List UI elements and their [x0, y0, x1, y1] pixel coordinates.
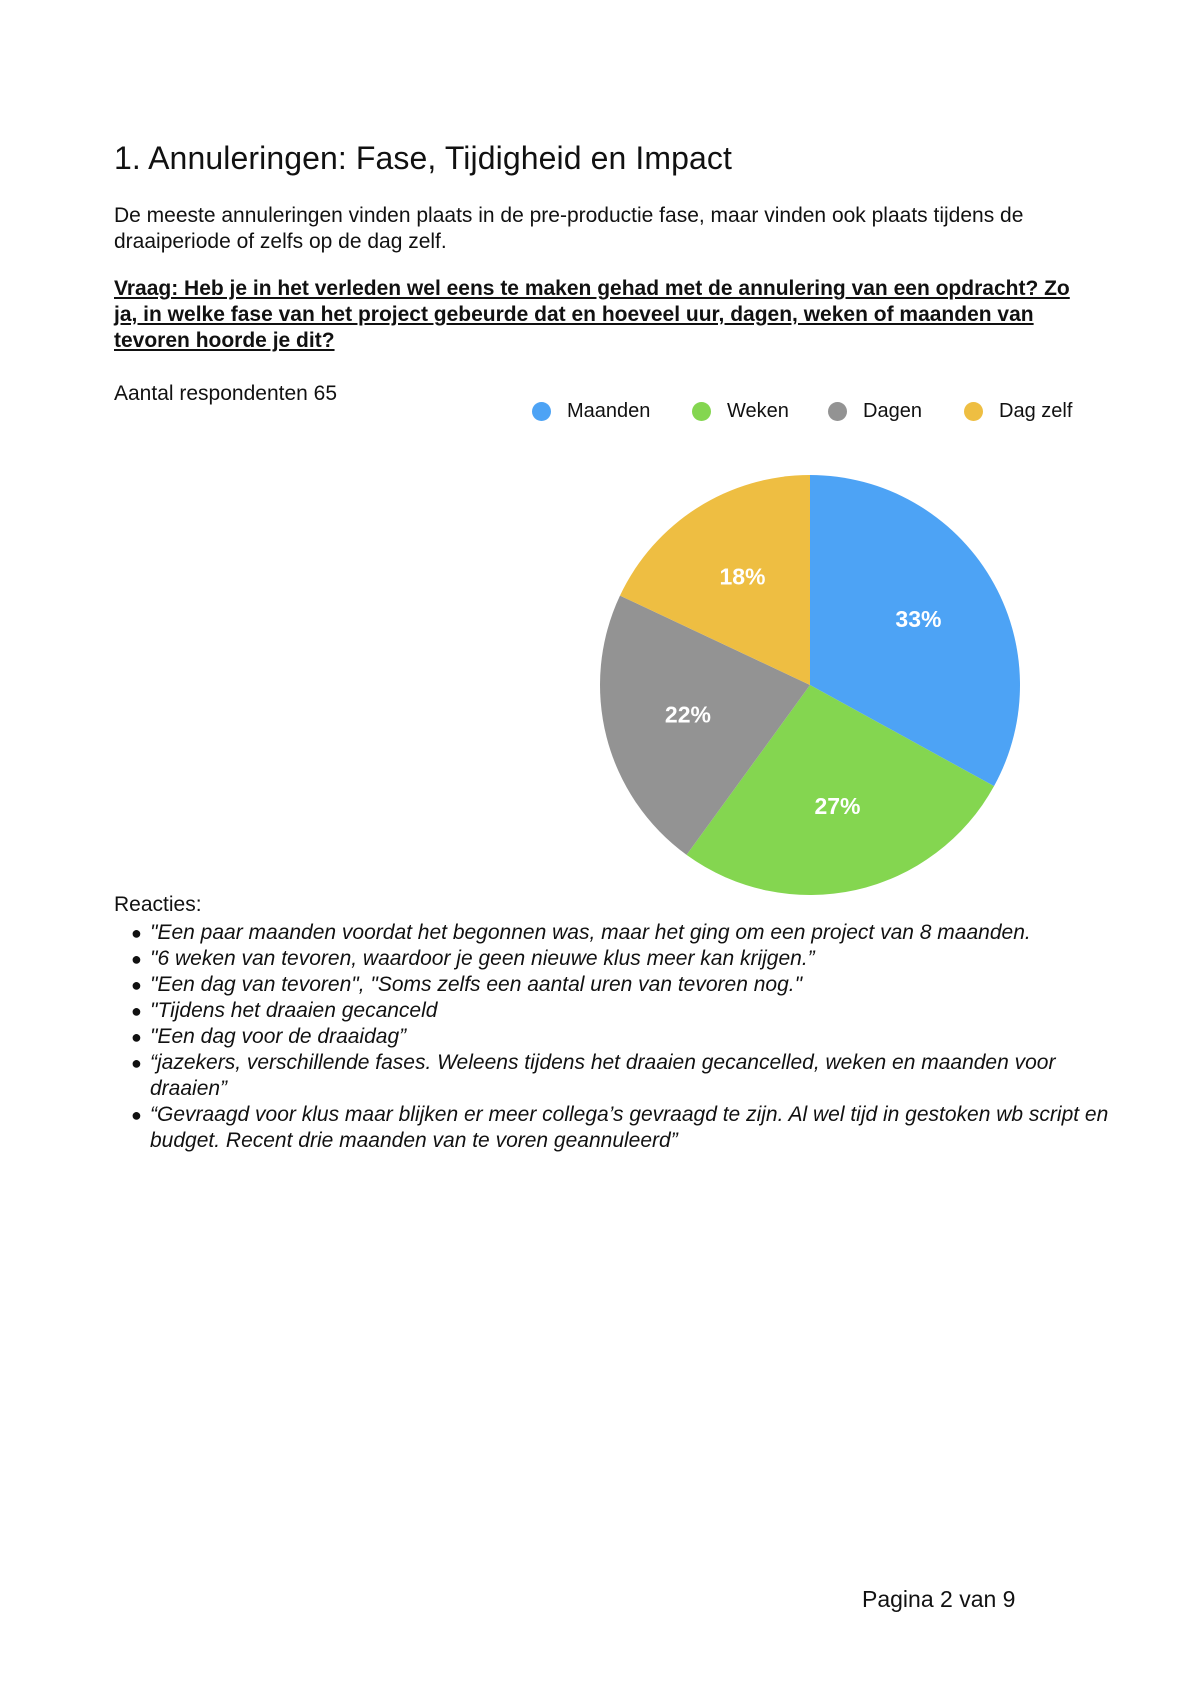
page-number: Pagina 2 van 9	[862, 1586, 1016, 1612]
legend-item-dagen	[828, 396, 922, 426]
legend-swatch-dag-zelf	[964, 402, 983, 421]
list-item	[114, 972, 1124, 998]
response-text: "Een dag van tevoren", "Soms zelfs een aantal uren van tevoren nog."	[150, 973, 803, 996]
response-text: “jazekers, verschillende fases. Weleens tijdens het draaien gecancelled, weken en maanden voor draaien”	[150, 1051, 1056, 1100]
pie-label-weken: 27%	[814, 793, 861, 820]
list-item	[114, 1024, 1124, 1050]
bullet-icon: ●	[131, 1001, 142, 1021]
legend-item-maanden	[532, 396, 650, 426]
section-title: 1. Annuleringen: Fase, Tijdigheid en Impact	[114, 140, 733, 176]
response-text: "Een paar maanden voordat het begonnen was, maar het ging om een project van 8 maanden.	[150, 921, 1031, 944]
legend-label-dag-zelf: Dag zelf	[999, 399, 1073, 422]
legend-item-dag-zelf	[964, 396, 1072, 426]
response-text: “Gevraagd voor klus maar blijken er meer collega’s gevraagd te zijn. Al wel tijd in gestoken wb script en budget. Recent drie maanden van te voren geannuleerd”	[150, 1103, 1109, 1152]
legend-swatch-maanden	[532, 402, 551, 421]
bullet-icon: ●	[131, 923, 142, 943]
legend-swatch-weken	[692, 402, 711, 421]
response-text: "Een dag voor de draaidag”	[150, 1025, 407, 1048]
bullet-icon: ●	[131, 975, 142, 995]
list-item	[114, 946, 1124, 972]
respondent-count: Aantal respondenten 65	[114, 382, 338, 405]
list-item	[114, 920, 1124, 946]
pie-label-dagen: 22%	[664, 701, 711, 728]
list-item	[114, 1102, 1124, 1154]
bullet-icon: ●	[131, 1027, 142, 1047]
pie-label-dag-zelf: 18%	[719, 563, 766, 590]
response-list	[114, 920, 1124, 1154]
bullet-icon: ●	[131, 949, 142, 969]
bullet-icon: ●	[131, 1105, 142, 1125]
pie-chart	[590, 465, 1030, 905]
response-text: "6 weken van tevoren, waardoor je geen nieuwe klus meer kan krijgen.”	[150, 947, 815, 970]
legend-swatch-dagen	[828, 402, 847, 421]
bullet-icon: ●	[131, 1053, 142, 1073]
survey-question: Vraag: Heb je in het verleden wel eens te maken gehad met de annulering van een opdracht? Zo ja, in welke fase van het project gebeurde dat en hoeveel uur, dagen, weken of maanden van tevoren hoorde je dit?	[114, 277, 1070, 352]
legend-label-weken: Weken	[727, 399, 789, 422]
list-item	[114, 998, 1124, 1024]
intro-paragraph: De meeste annuleringen vinden plaats in de pre-productie fase, maar vinden ook plaats tijdens de draaiperiode of zelfs op de dag zelf.	[114, 204, 1024, 253]
reacties-heading: Reacties:	[114, 893, 202, 916]
legend-item-weken	[692, 396, 789, 426]
response-text: "Tijdens het draaien gecanceld	[150, 999, 438, 1022]
legend-label-dagen: Dagen	[863, 399, 922, 422]
legend-label-maanden: Maanden	[567, 399, 651, 422]
pie-label-maanden: 33%	[895, 605, 942, 632]
list-item	[114, 1050, 1124, 1102]
